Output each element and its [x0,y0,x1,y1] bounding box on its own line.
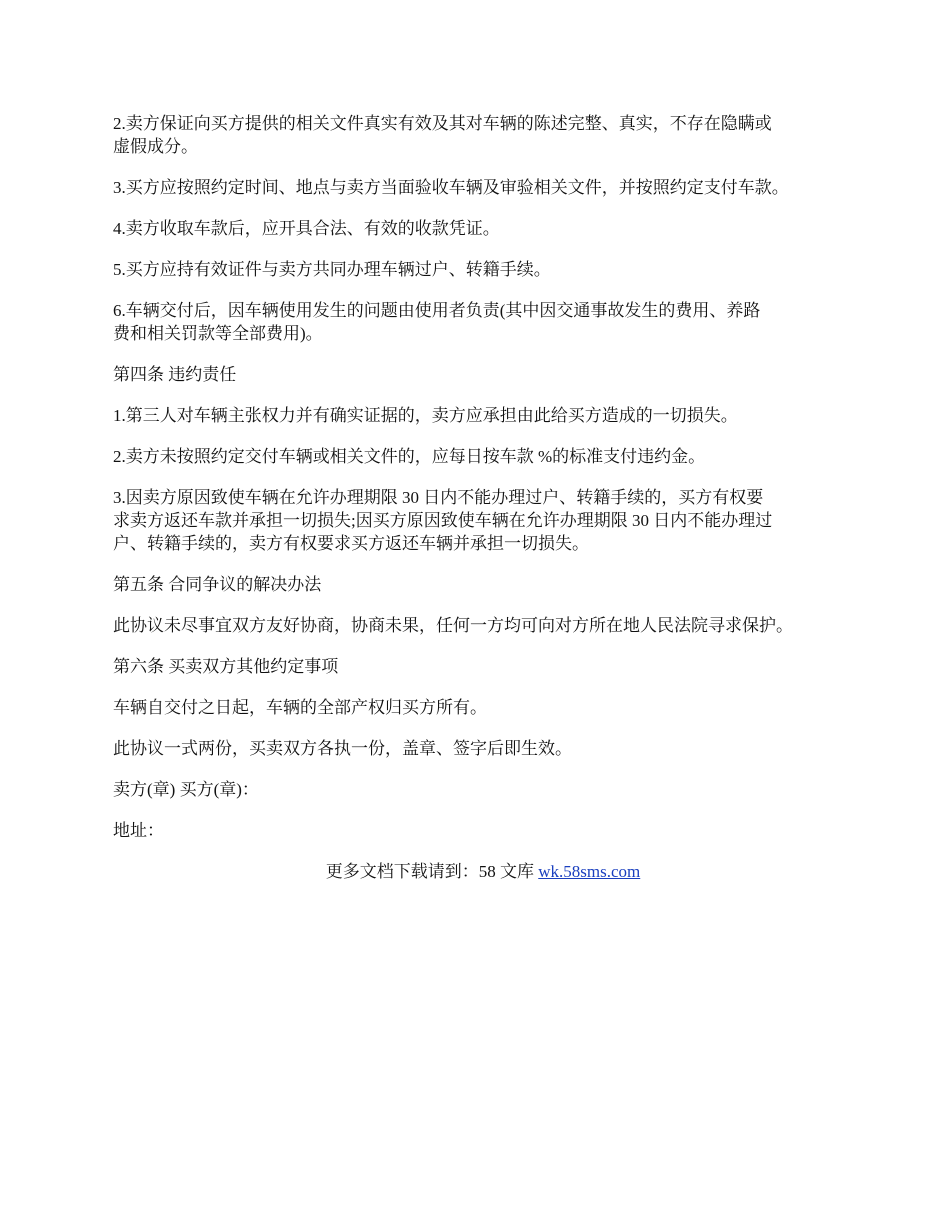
clause-penalty: 2.卖方未按照约定交付车辆或相关文件的，应每日按车款 %的标准支付违约金。 [113,447,706,466]
clause-seller-guarantee: 2.卖方保证向买方提供的相关文件真实有效及其对车辆的陈述完整、真实，不存在隐瞒或 虚假成分。 [113,114,772,156]
address-line: 地址： [113,821,164,840]
clause-receipt: 4.卖方收取车款后，应开具合法、有效的收款凭证。 [113,219,500,238]
section-heading-breach: 第四条 违约责任 [113,365,237,384]
clause-after-delivery: 6.车辆交付后，因车辆使用发生的问题由使用者负责(其中因交通事故发生的费用、养路 费和相关罚款等全部费用)。 [113,301,761,343]
download-footer [113,860,853,883]
clause-transfer-deadline: 3.因卖方原因致使车辆在允许办理期限 30 日内不能办理过户、转籍手续的，买方有权要 求卖方返还车款并承担一切损失;因买方原因致使车辆在允许办理期限 30 日内不能办理过 户、转籍手续的，卖方有权要求买方返还车辆并承担一切损失。 [113,488,773,553]
footer-text: 更多文档下载请到：58 文库 [325,862,539,881]
footer-link[interactable]: wk.58sms.com [538,862,641,881]
clause-dispute-resolution: 此协议未尽事宜双方友好协商，协商未果，任何一方均可向对方所在地人民法院寻求保护。 [113,616,793,635]
section-heading-dispute: 第五条 合同争议的解决办法 [113,575,322,594]
clause-third-party: 1.第三人对车辆主张权力并有确实证据的，卖方应承担由此给买方造成的一切损失。 [113,406,738,425]
document-page [113,112,853,883]
clause-buyer-inspection: 3.买方应按照约定时间、地点与卖方当面验收车辆及审验相关文件，并按照约定支付车款。 [113,178,789,197]
signature-line: 卖方(章) 买方(章)： [113,780,259,799]
clause-ownership: 车辆自交付之日起，车辆的全部产权归买方所有。 [113,698,487,717]
section-heading-other: 第六条 买卖双方其他约定事项 [113,657,339,676]
clause-transfer: 5.买方应持有效证件与卖方共同办理车辆过户、转籍手续。 [113,260,551,279]
clause-copies: 此协议一式两份，买卖双方各执一份，盖章、签字后即生效。 [113,739,572,758]
